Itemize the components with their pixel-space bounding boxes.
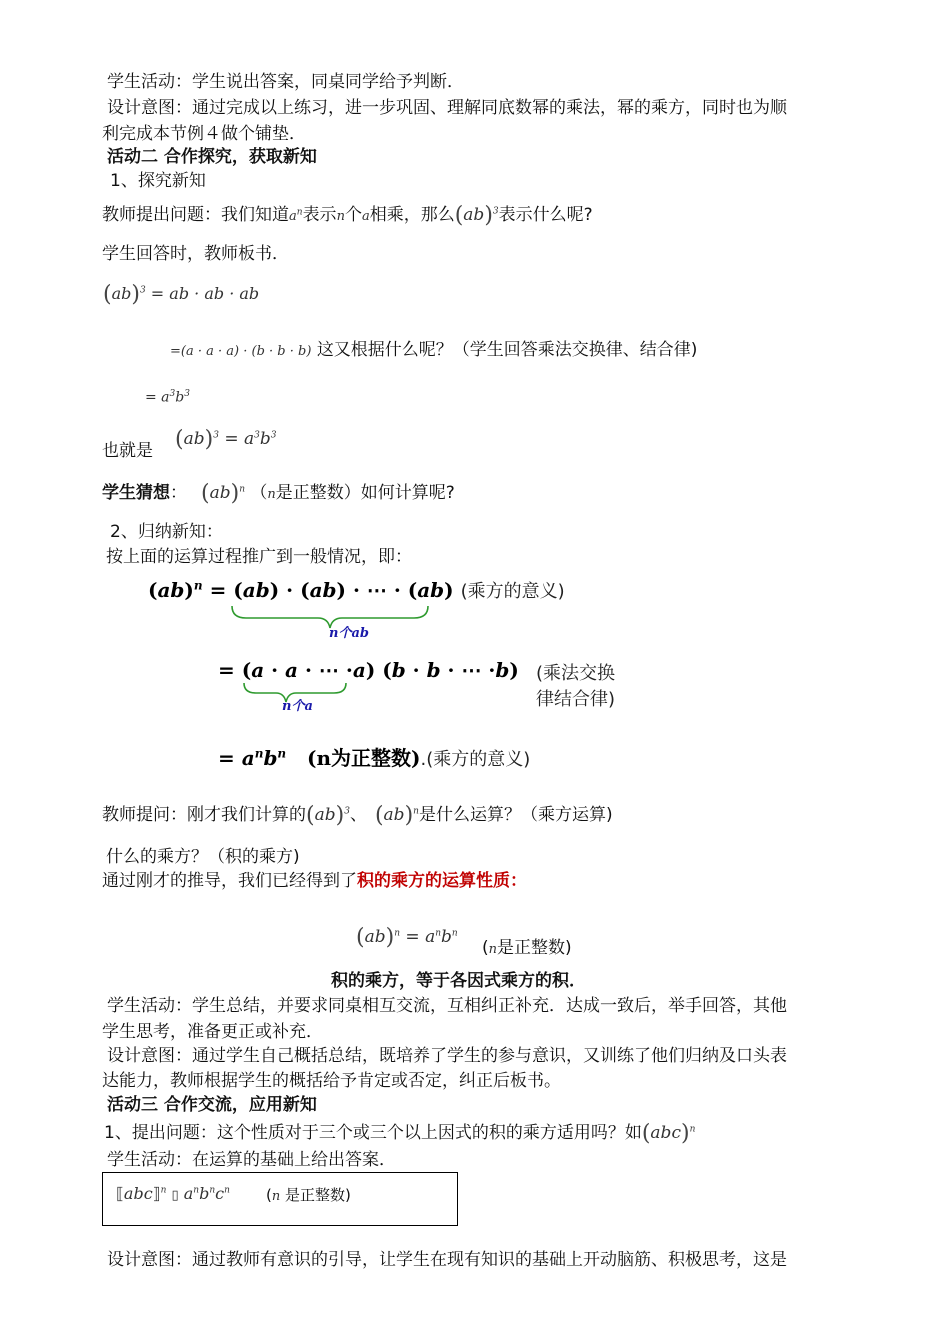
brace-label-n-a: n个a — [282, 699, 313, 714]
formula-condition: (n是正整数) — [482, 938, 572, 958]
derivation-line-2: = (a · a · ⋯ ·a) (b · b · ⋯ ·b) — [218, 658, 519, 682]
derivation-2-note-1-text: (乘法交换 — [536, 663, 616, 684]
derivation-1-note: (乘方的意义) — [460, 581, 565, 602]
section-2-title: 2、归纳新知： — [110, 522, 223, 542]
math-abc-n: (abc)$^n$ — [641, 1121, 696, 1146]
answer-formula: ⟦abc⟧$^n$ ▯ $a^nb^nc^n$ — [116, 1184, 230, 1203]
q1-text-a: 教师提出问题：我们知道 — [102, 205, 289, 225]
box-note: 是正整数) — [285, 1186, 351, 1204]
student-activity-2-line1: 学生活动：学生总结，并要求同桌相互交流，互相纠正补充．达成一致后，举手回答，其他 — [107, 996, 787, 1016]
q2-text-c: 是什么运算？（乘方运算) — [418, 805, 613, 825]
derivation-conclusion — [102, 871, 527, 892]
brace-label-n-ab: n个ab — [329, 626, 369, 641]
equation-step-2: =(a · a · a) · (b · b · b) 这又根据什么呢？（学生回答乘法交换律、结合律) — [170, 340, 698, 360]
derivation-2-note-2 — [536, 686, 615, 712]
equation-step-1: (ab)$^3$ = ab · ab · ab — [103, 282, 260, 307]
q1-text-c: 个 — [344, 205, 362, 225]
design-intent-1-line1: 设计意图：通过完成以上练习，进一步巩固、理解同底数幂的乘法，幂的乘方，同时也为顺 — [107, 98, 787, 118]
math-ab-cubed-2: (ab)$^3$ — [306, 803, 350, 828]
activity-3-heading: 活动三 合作交流，应用新知 — [107, 1095, 317, 1115]
math-a-n: $a^n$ — [289, 207, 303, 224]
q4-text: 1、提出问题：这个性质对于三个或三个以上因式的积的乘方适用吗？如 — [104, 1123, 642, 1143]
property-formula: $(ab)^n = a^nb^n$ — [356, 925, 458, 950]
derivation-3-note: .(乘方的意义) — [420, 749, 531, 770]
design-intent-2-line1: 设计意图：通过学生自己概括总结，既培养了学生的参与意识，又训练了他们归纳及口头表 — [107, 1046, 787, 1066]
q1-text-b: 表示 — [302, 205, 337, 225]
derivation-3-mid: (n为正整数) — [307, 746, 421, 770]
math-a: a — [361, 209, 370, 224]
derivation-line-1: (ab)$^n$ = (ab) · (ab) · ⋯ · (ab) (乘方的意义) — [148, 578, 565, 602]
design-intent-1-line2: 利完成本节例４做个铺垫． — [102, 124, 306, 144]
activity-2-heading: 活动二 合作探究，获取新知 — [107, 147, 317, 167]
answer-condition: (n 是正整数) — [266, 1186, 351, 1204]
section-1-title: 1、探究新知 — [110, 171, 206, 191]
question-4 — [104, 1120, 695, 1148]
math-ab-n: (ab)$^n$ — [201, 481, 246, 506]
student-guess: 学生猜想： (ab)$^n$ （n是正整数）如何计算呢? — [102, 481, 455, 506]
generalize-intro: 按上面的运算过程推广到一般情况，即： — [106, 547, 412, 567]
q1-text-e: 表示什么呢? — [498, 205, 593, 225]
design-intent-3: 设计意图：通过教师有意识的引导，让学生在现有知识的基础上开动脑筋、积极思考，这是 — [107, 1250, 787, 1270]
derivation-2-note-2-text: 律结合律) — [536, 689, 616, 710]
derivation-line-3: = $a^nb^n$ (n为正整数).(乘方的意义) — [218, 746, 531, 770]
equation-step-3: = $a^3b^3$ — [145, 389, 190, 406]
teacher-question-2 — [102, 802, 613, 830]
equation-summary: $(ab)^3 = a^3b^3$ — [175, 427, 277, 452]
student-activity-2-line2: 学生思考，准备更正或补充． — [102, 1022, 323, 1042]
student-activity-3: 学生活动：在运算的基础上给出答案． — [107, 1150, 396, 1170]
teacher-question-3: 什么的乘方？（积的乘方) — [106, 847, 300, 867]
math-n-2: n — [267, 487, 276, 502]
property-highlight: 积的乘方的运算性质： — [357, 871, 527, 891]
p5-text-a: 通过刚才的推导，我们已经得到了 — [102, 871, 357, 891]
q2-sep: 、 — [349, 805, 367, 825]
student-activity-1: 学生活动：学生说出答案，同桌同学给予判断． — [107, 72, 464, 92]
design-intent-2-line2: 达能力，教师根据学生的概括给予肯定或否定，纠正后板书。 — [102, 1071, 561, 1091]
step-2-note: 这又根据什么呢？（学生回答乘法交换律、结合律) — [316, 340, 698, 360]
formula-note: 是正整数) — [497, 938, 572, 958]
q2-text-a: 教师提问：刚才我们计算的 — [102, 805, 306, 825]
guess-paren: （ — [250, 483, 268, 503]
q1-text-d: 相乘，那么 — [369, 205, 455, 225]
student-answer-board: 学生回答时，教师板书． — [102, 244, 289, 264]
math-n: n — [336, 209, 345, 224]
also-label: 也就是 — [102, 441, 153, 461]
math-ab-cubed: (ab)$^3$ — [454, 203, 499, 228]
guess-rest: 是正整数）如何计算呢? — [275, 483, 455, 503]
math-ab-n-2: (ab)$^n$ — [374, 803, 419, 828]
guess-label: 学生猜想 — [102, 483, 170, 503]
brace-n-ab — [232, 606, 428, 628]
property-rule: 积的乘方，等于各因式乘方的积． — [331, 971, 586, 991]
derivation-2-note-1 — [536, 660, 615, 686]
